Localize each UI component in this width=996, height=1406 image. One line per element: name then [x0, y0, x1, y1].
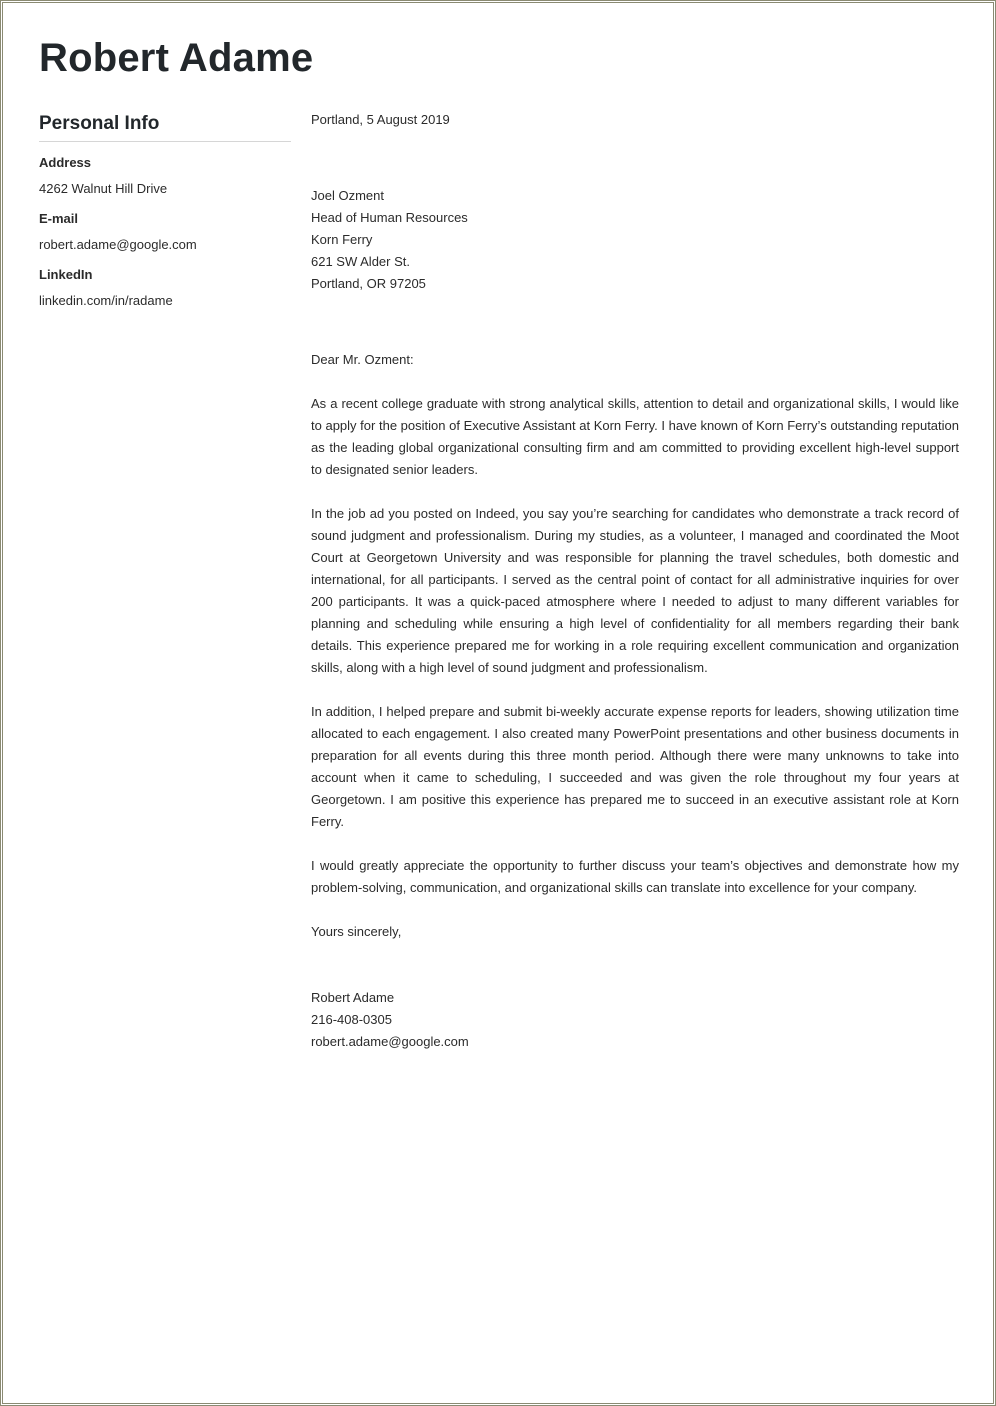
recipient-title: Head of Human Resources: [311, 210, 468, 225]
body-paragraph: In the job ad you posted on Indeed, you say you’re searching for candidates who demonstrate a track record of sound judgment and professionalism. During my studies, as a volunteer, I managed and coordinated the Moot Court at Georgetown University and was responsible for planning the travel schedules, both domestic and international, for all participants. I served as the central point of contact for all administrative inquiries for over 200 participants. It was a quick-paced atmosphere where I needed to adjust to many different variables for planning and scheduling while ensuring a high level of confidentiality for all members regarding their bank details. This experience prepared me for working in a role requiring excellent communication and organization skills, along with a high level of sound judgment and professionalism.: [311, 506, 959, 675]
personal-info-sidebar: [39, 112, 291, 309]
applicant-name: Robert Adame: [39, 36, 314, 80]
recipient-company: Korn Ferry: [311, 232, 373, 247]
body-paragraph: I would greatly appreciate the opportunity to further discuss your team’s objectives and demonstrate how my problem-solving, communication, and organizational skills can translate into excellence for your company.: [311, 858, 959, 895]
signature-email: robert.adame@google.com: [311, 1034, 469, 1049]
recipient-name: Joel Ozment: [311, 188, 384, 203]
signature-phone: 216-408-0305: [311, 1012, 392, 1027]
signature-name: Robert Adame: [311, 990, 395, 1005]
linkedin-label: LinkedIn: [39, 267, 93, 282]
recipient-address: [311, 185, 959, 295]
address-block: [39, 155, 291, 197]
letter-date: Portland, 5 August 2019: [311, 112, 450, 127]
recipient-city: Portland, OR 97205: [311, 276, 426, 291]
salutation: Dear Mr. Ozment:: [311, 352, 414, 367]
letter-body: [311, 109, 959, 1053]
recipient-street: 621 SW Alder St.: [311, 254, 410, 269]
linkedin-value: linkedin.com/in/radame: [39, 293, 173, 308]
email-label: E-mail: [39, 211, 79, 226]
email-block: [39, 211, 291, 253]
linkedin-block: [39, 267, 291, 309]
address-value: 4262 Walnut Hill Drive: [39, 181, 168, 196]
body-paragraph: In addition, I helped prepare and submit bi-weekly accurate expense reports for leaders, showing utilization time allocated to each engagement. I also created many PowerPoint presentations and other business documents in preparation for all events during this three month period. Although there were many unknowns to take into account when it came to scheduling, I succeeded and was given the role throughout my four years at Georgetown. I am positive this experience has prepared me to succeed in an executive assistant role at Korn Ferry.: [311, 704, 959, 829]
address-label: Address: [39, 155, 92, 170]
closing: Yours sincerely,: [311, 924, 402, 939]
personal-info-title: Personal Info: [39, 112, 291, 142]
email-value: robert.adame@google.com: [39, 237, 197, 252]
body-paragraph: As a recent college graduate with strong analytical skills, attention to detail and organizational skills, I would like to apply for the position of Executive Assistant at Korn Ferry. I have known of Korn Ferry’s outstanding reputation as the leading global organizational consulting firm and am committed to providing excellent high-level support to designated senior leaders.: [311, 396, 959, 477]
signature-block: [311, 987, 959, 1053]
